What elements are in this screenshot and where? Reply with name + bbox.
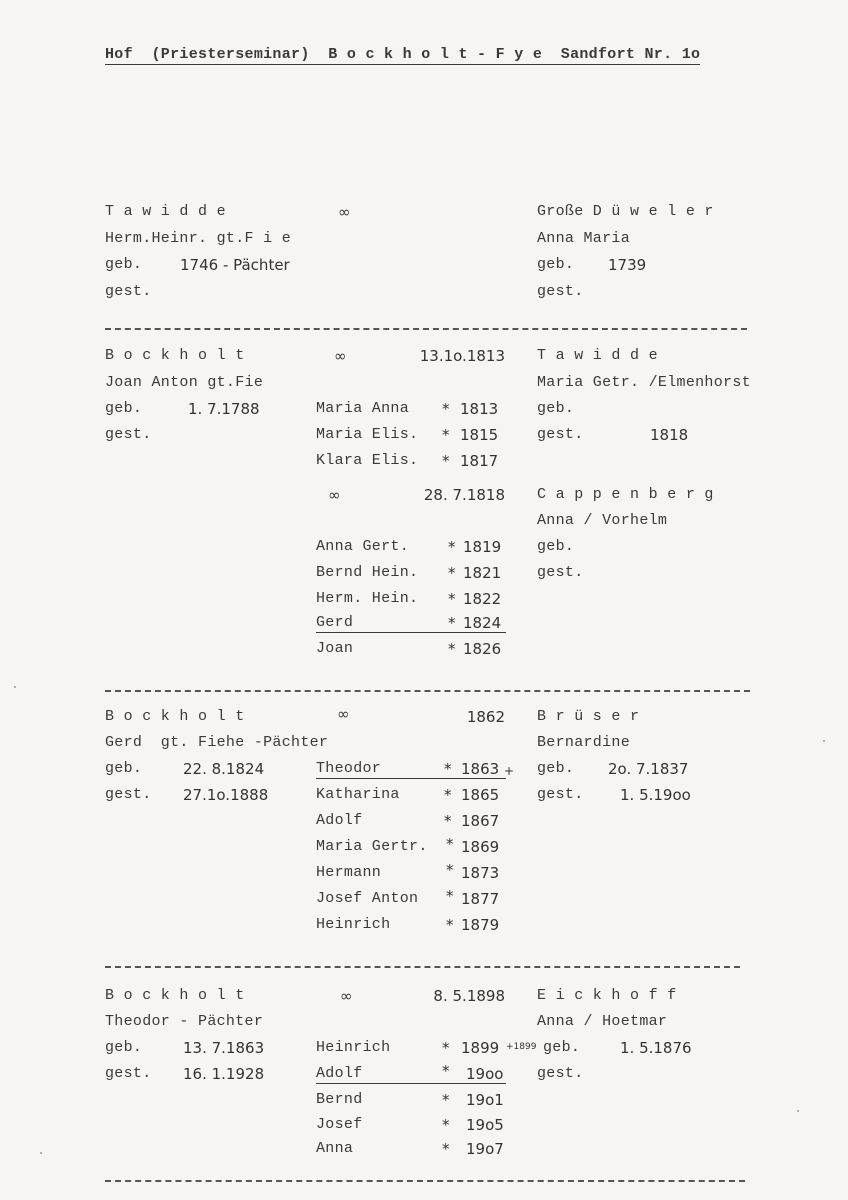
child-name: Maria Elis. xyxy=(316,426,419,443)
born-label: geb. xyxy=(105,760,143,777)
child-star: * xyxy=(448,614,456,632)
child-year: 1863 xyxy=(461,760,500,778)
child-name: Maria Anna xyxy=(316,400,410,417)
born-label: geb. xyxy=(537,760,575,777)
child-name: Herm. Hein. xyxy=(316,590,419,607)
husband-name: Gerd gt. Fiehe -Pächter xyxy=(105,734,329,751)
born-label: geb. xyxy=(105,400,143,417)
husband-died: 27.1o.1888 xyxy=(183,786,269,804)
born-label: geb. xyxy=(537,256,575,273)
child-year: 1826 xyxy=(463,640,502,658)
child-name: Gerd xyxy=(316,614,354,631)
wife-name: Bernardine xyxy=(537,734,631,751)
child-star: * xyxy=(442,1116,450,1134)
child-star: * xyxy=(448,538,456,556)
marriage-date: 28. 7.1818 xyxy=(423,486,505,504)
child-star: * xyxy=(444,760,452,778)
child-name: Adolf xyxy=(316,1065,506,1084)
died-label: gest. xyxy=(105,1065,152,1082)
born-label: geb. xyxy=(543,1039,581,1056)
child-year: 1815 xyxy=(460,426,499,444)
section-divider xyxy=(105,966,740,968)
child-star: * xyxy=(446,861,454,879)
child-year: 1813 xyxy=(460,400,499,418)
child-star: * xyxy=(446,835,454,853)
paper-speck xyxy=(40,1152,42,1154)
child-year: 1869 xyxy=(461,838,500,856)
paper-speck xyxy=(823,740,825,742)
wife-died: 1818 xyxy=(650,426,689,444)
marriage-symbol: ∞ xyxy=(337,705,350,723)
child-name: Josef xyxy=(316,1116,363,1133)
born-label: geb. xyxy=(105,256,143,273)
wife-born: 2o. 7.1837 xyxy=(608,760,689,778)
wife-surname: T a w i d d e xyxy=(537,347,658,364)
wife-name: Maria Getr. /Elmenhorst xyxy=(537,374,751,391)
died-label: gest. xyxy=(537,1065,584,1082)
husband-surname: B o c k h o l t xyxy=(105,987,245,1004)
child-year: 1877 xyxy=(461,890,500,908)
child-year: 19o1 xyxy=(466,1091,504,1109)
child-star: * xyxy=(446,916,454,934)
husband-surname: B o c k h o l t xyxy=(105,347,245,364)
marriage-date: 1862 xyxy=(466,708,505,726)
marriage-date: 8. 5.1898 xyxy=(433,987,505,1005)
child-star: * xyxy=(444,812,452,830)
child-name: Joan xyxy=(316,640,354,657)
child-year: 19oo xyxy=(466,1065,504,1083)
child-year: 1873 xyxy=(461,864,500,882)
child-year: 1824 xyxy=(463,614,502,632)
wife-name: Anna / Vorhelm xyxy=(537,512,668,529)
husband-born: 13. 7.1863 xyxy=(183,1039,265,1057)
child-name: Heinrich xyxy=(316,916,391,933)
child-year: 1822 xyxy=(463,590,502,608)
born-label: geb. xyxy=(105,1039,143,1056)
born-label: geb. xyxy=(537,400,575,417)
wife-surname: E i c k h o f f xyxy=(537,987,677,1004)
child-year: 1867 xyxy=(461,812,500,830)
child-name: Anna Gert. xyxy=(316,538,410,555)
underline-rule xyxy=(316,632,506,633)
marriage-symbol: ∞ xyxy=(340,987,353,1005)
child-star: * xyxy=(448,564,456,582)
husband-born: 22. 8.1824 xyxy=(183,760,265,778)
husband-born: 1746 - Pächter xyxy=(180,256,290,274)
marriage-symbol: ∞ xyxy=(334,347,347,365)
child-name: Bernd xyxy=(316,1091,363,1108)
child-name: Theodor xyxy=(316,760,506,779)
died-label: gest. xyxy=(537,564,584,581)
died-label: gest. xyxy=(537,786,584,803)
died-label: gest. xyxy=(105,786,152,803)
child-year: 1865 xyxy=(461,786,500,804)
husband-surname: T a w i d d e xyxy=(105,203,226,220)
child-star: * xyxy=(448,640,456,658)
child-star: * xyxy=(442,452,450,470)
child-star: * xyxy=(442,1039,450,1057)
child-death-mark: + xyxy=(504,764,515,778)
child-name: Klara Elis. xyxy=(316,452,419,469)
husband-surname: B o c k h o l t xyxy=(105,708,245,725)
child-name: Hermann xyxy=(316,864,382,881)
wife-born: 1. 5.1876 xyxy=(620,1039,692,1057)
child-name: Maria Gertr. xyxy=(316,838,428,855)
child-star: * xyxy=(448,590,456,608)
child-year: 1817 xyxy=(460,452,499,470)
child-year: 19o7 xyxy=(466,1140,504,1158)
wife-born: 1739 xyxy=(608,256,647,274)
section-divider xyxy=(105,1180,745,1182)
child-death-mark: +1899 xyxy=(506,1042,537,1052)
section-divider xyxy=(105,690,750,692)
wife-name: Anna / Hoetmar xyxy=(537,1013,668,1030)
child-star: * xyxy=(444,786,452,804)
wife-died: 1. 5.19oo xyxy=(620,786,691,804)
wife-surname: B r ü s e r xyxy=(537,708,640,725)
husband-name: Theodor - Pächter xyxy=(105,1013,264,1030)
page-header: Hof (Priesterseminar) B o c k h o l t - F y e Sandfort Nr. 1o xyxy=(105,46,701,63)
child-year: 1821 xyxy=(463,564,502,582)
child-year: 1819 xyxy=(463,538,502,556)
child-year: 1899 xyxy=(461,1039,500,1057)
marriage-symbol: ∞ xyxy=(328,486,341,504)
child-name: Adolf xyxy=(316,812,363,829)
child-star: * xyxy=(442,400,450,418)
child-year: 19o5 xyxy=(466,1116,504,1134)
marriage-date: 13.1o.1813 xyxy=(419,347,505,365)
husband-name: Joan Anton gt.Fie xyxy=(105,374,264,391)
child-star: * xyxy=(442,1062,450,1080)
child-year: 1879 xyxy=(461,916,500,934)
marriage-symbol: ∞ xyxy=(338,203,351,221)
wife-surname: Große D ü w e l e r xyxy=(537,203,714,220)
child-name: Anna xyxy=(316,1140,354,1157)
paper-speck xyxy=(14,686,16,688)
husband-born: 1. 7.1788 xyxy=(188,400,260,418)
wife-name: Anna Maria xyxy=(537,230,631,247)
died-label: gest. xyxy=(537,283,584,300)
child-name: Heinrich xyxy=(316,1039,391,1056)
child-star: * xyxy=(442,1140,450,1158)
section-divider xyxy=(105,328,747,330)
child-name: Katharina xyxy=(316,786,400,803)
died-label: gest. xyxy=(105,283,152,300)
child-star: * xyxy=(446,887,454,905)
child-name: Josef Anton xyxy=(316,890,419,907)
paper-speck xyxy=(797,1110,799,1112)
died-label: gest. xyxy=(537,426,584,443)
husband-died: 16. 1.1928 xyxy=(183,1065,265,1083)
wife-surname: C a p p e n b e r g xyxy=(537,486,714,503)
child-star: * xyxy=(442,426,450,444)
born-label: geb. xyxy=(537,538,575,555)
died-label: gest. xyxy=(105,426,152,443)
child-star: * xyxy=(442,1091,450,1109)
husband-name: Herm.Heinr. gt.F i e xyxy=(105,230,292,247)
child-name: Bernd Hein. xyxy=(316,564,419,581)
